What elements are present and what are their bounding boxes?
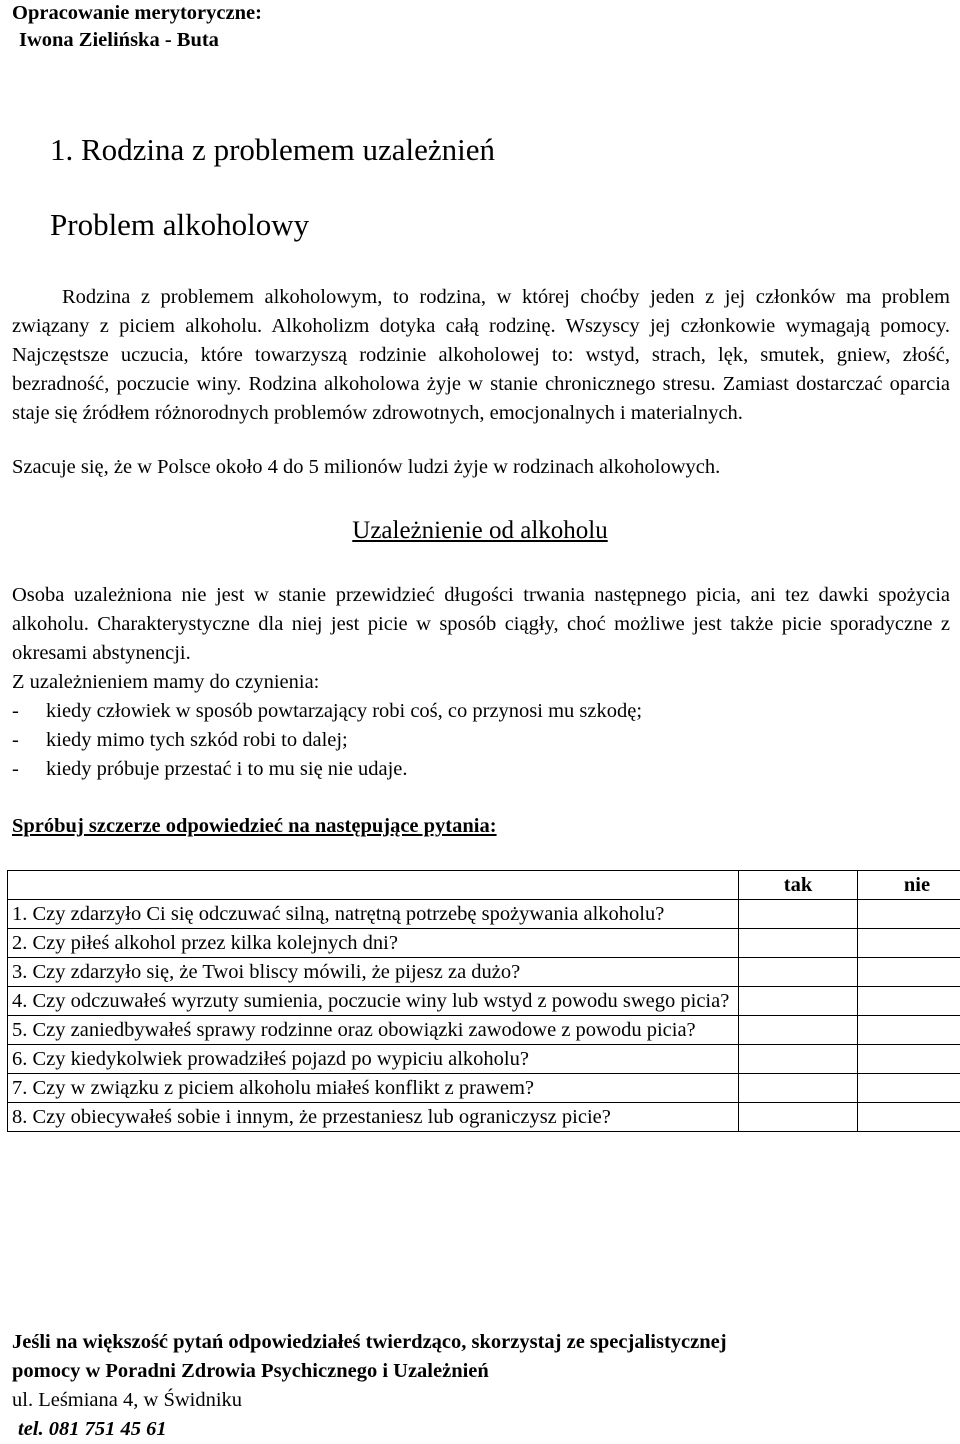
header-no: nie <box>858 871 960 900</box>
intro-paragraph: Rodzina z problemem alkoholowym, to rodzina, w której choćby jeden z jej członków ma problem związany z piciem alkoholu. Alkoholizm dotyka całą rodzinę. Wszyscy jej członkowie wymagają pomocy. Najczęstsze uczucia, które towarzyszą rodzinie alkoholowej to: wstyd, strach, lęk, smutek, gniew, złość, bezradność, poczucie winy. Rodzina alkoholowa żyje w stanie chronicznego stresu. Zamiast dostarczać oparcia staje się źródłem różnorodnych problemów zdrowotnych, emocjonalnych i materialnych. <box>12 283 950 428</box>
question-text: 8. Czy obiecywałeś sobie i innym, że przestaniesz lub ograniczysz picie? <box>8 1103 739 1132</box>
header-yes: tak <box>739 871 858 900</box>
footer-advice-line2: pomocy w Poradni Zdrowia Psychicznego i Uzależnień <box>12 1357 727 1386</box>
question-text: 2. Czy piłeś alkohol przez kilka kolejnych dni? <box>8 929 739 958</box>
list-item: - kiedy mimo tych szkód robi to dalej; <box>12 726 642 755</box>
dash-marker: - <box>12 726 46 755</box>
header-blank-cell <box>8 871 739 900</box>
answer-no-cell[interactable] <box>858 929 960 958</box>
dependence-title: Uzależnienie od alkoholu <box>0 514 960 548</box>
question-text: 3. Czy zdarzyło się, że Twoi bliscy mówili, że pijesz za dużo? <box>8 958 739 987</box>
question-text: 4. Czy odczuwałeś wyrzuty sumienia, poczucie winy lub wstyd z powodu swego picia? <box>8 987 739 1016</box>
questions-table <box>7 870 960 1132</box>
subsection-title: Problem alkoholowy <box>50 205 309 245</box>
answer-yes-cell[interactable] <box>739 987 858 1016</box>
dash-marker: - <box>12 755 46 784</box>
question-text: 5. Czy zaniedbywałeś sprawy rodzinne oraz obowiązki zawodowe z powodu picia? <box>8 1016 739 1045</box>
answer-yes-cell[interactable] <box>739 1103 858 1132</box>
table-row <box>8 1074 960 1103</box>
answer-no-cell[interactable] <box>858 987 960 1016</box>
answer-yes-cell[interactable] <box>739 929 858 958</box>
answer-yes-cell[interactable] <box>739 1045 858 1074</box>
answer-no-cell[interactable] <box>858 1074 960 1103</box>
table-row <box>8 1016 960 1045</box>
table-row <box>8 929 960 958</box>
dependence-list <box>12 668 642 784</box>
intro-statistic: Szacuje się, że w Polsce około 4 do 5 milionów ludzi żyje w rodzinach alkoholowych. <box>12 453 720 482</box>
question-text: 6. Czy kiedykolwiek prowadziłeś pojazd po wypiciu alkoholu? <box>8 1045 739 1074</box>
answer-no-cell[interactable] <box>858 958 960 987</box>
table-row <box>8 1103 960 1132</box>
question-text: 1. Czy zdarzyło Ci się odczuwać silną, natrętną potrzebę spożywania alkoholu? <box>8 900 739 929</box>
answer-yes-cell[interactable] <box>739 958 858 987</box>
author-name: Iwona Zielińska - Buta <box>12 27 262 54</box>
author-label: Opracowanie merytoryczne: <box>12 0 262 27</box>
section-title: 1. Rodzina z problemem uzależnień <box>50 130 495 170</box>
questions-title: Spróbuj szczerze odpowiedzieć na następujące pytania: <box>12 812 497 841</box>
answer-no-cell[interactable] <box>858 900 960 929</box>
footer-address: ul. Leśmiana 4, w Świdniku <box>12 1386 727 1415</box>
list-item: - kiedy człowiek w sposób powtarzający robi coś, co przynosi mu szkodę; <box>12 697 642 726</box>
author-block <box>12 0 262 54</box>
footer-block <box>12 1328 727 1444</box>
table-row <box>8 958 960 987</box>
answer-yes-cell[interactable] <box>739 900 858 929</box>
dependence-intro: Z uzależnieniem mamy do czynienia: <box>12 668 642 697</box>
question-text: 7. Czy w związku z piciem alkoholu miałeś konflikt z prawem? <box>8 1074 739 1103</box>
dependence-paragraph: Osoba uzależniona nie jest w stanie przewidzieć długości trwania następnego picia, ani tez dawki spożycia alkoholu. Charakterystyczne dla niej jest picie w sposób ciągły, choć możliwe jest także picie sporadyczne z okresami abstynencji. <box>12 581 950 668</box>
table-row <box>8 1045 960 1074</box>
answer-no-cell[interactable] <box>858 1045 960 1074</box>
table-header-row <box>8 871 960 900</box>
answer-yes-cell[interactable] <box>739 1016 858 1045</box>
list-item: - kiedy próbuje przestać i to mu się nie udaje. <box>12 755 642 784</box>
footer-advice-line1: Jeśli na większość pytań odpowiedziałeś twierdząco, skorzystaj ze specjalistycznej <box>12 1328 727 1357</box>
table-row <box>8 900 960 929</box>
answer-no-cell[interactable] <box>858 1016 960 1045</box>
answer-yes-cell[interactable] <box>739 1074 858 1103</box>
table-row <box>8 987 960 1016</box>
answer-no-cell[interactable] <box>858 1103 960 1132</box>
dash-marker: - <box>12 697 46 726</box>
footer-phone: tel. 081 751 45 61 <box>12 1415 727 1444</box>
